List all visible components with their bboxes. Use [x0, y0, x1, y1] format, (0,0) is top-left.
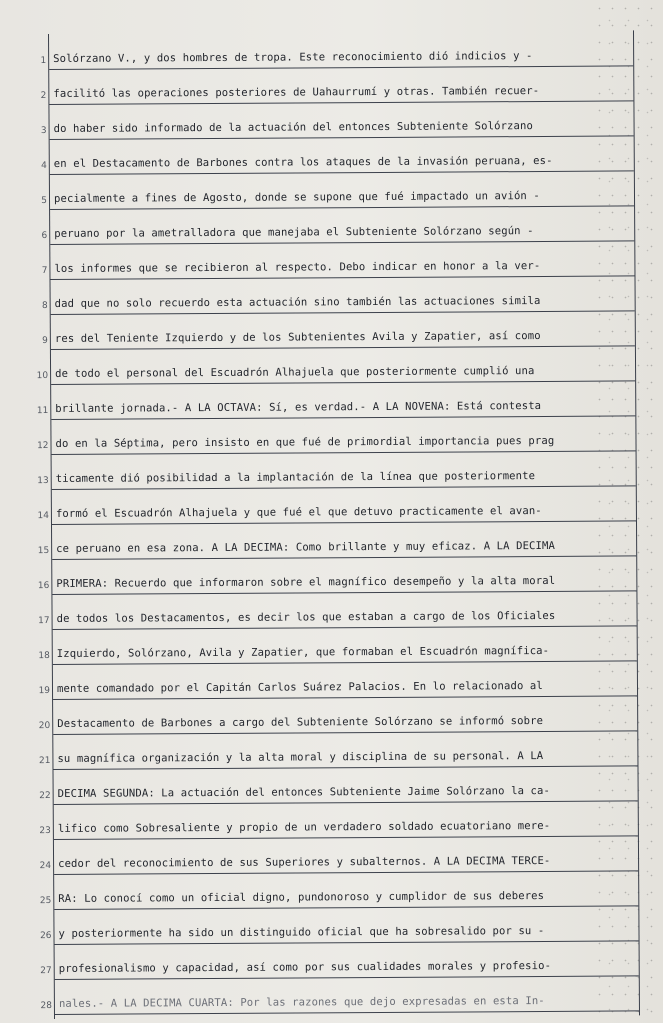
text-line — [41, 205, 634, 245]
line-number: 14 — [37, 511, 49, 522]
line-number: 6 — [41, 231, 48, 242]
text-line — [37, 520, 636, 560]
text-line — [36, 380, 635, 420]
text-line — [38, 730, 637, 770]
line-text: res del Teniente Izquierdo y de los Subtenientes Avila y Zapatier, así como — [54, 329, 541, 345]
line-number: 13 — [37, 476, 49, 487]
text-line — [36, 345, 635, 385]
line-number: 5 — [41, 196, 48, 207]
text-line — [40, 940, 639, 980]
text-line — [41, 170, 634, 210]
line-number: 17 — [38, 616, 50, 627]
line-text: dad que no solo recuerdo esta actuación sino también las actuaciones simila — [54, 294, 541, 310]
line-text: ticamente dió posibilidad a la implantación de la línea que posteriormente — [55, 470, 536, 485]
line-number: 20 — [38, 720, 51, 732]
line-number: 16 — [37, 581, 50, 592]
text-line — [37, 485, 636, 525]
line-text: lifico como Sobresaliente y propio de un verdadero soldado ecuatoriano mere- — [57, 819, 551, 835]
line-text: cedor del reconocimiento de sus Superiores y subalternos. A LA DECIMA TERCE- — [58, 854, 551, 870]
line-number: 7 — [41, 266, 48, 277]
line-number: 24 — [39, 860, 52, 872]
text-line — [41, 240, 634, 280]
text-line — [40, 100, 633, 140]
line-number: 3 — [40, 126, 47, 137]
text-line — [39, 835, 638, 875]
line-number: 23 — [39, 825, 51, 837]
line-number: 15 — [37, 546, 50, 557]
text-line — [37, 415, 635, 455]
line-number: 9 — [42, 336, 48, 347]
line-text: Izquierdo, Solórzano, Avila y Zapatier, que formaban el Escuadrón magnífica- — [56, 644, 550, 660]
text-line — [39, 870, 638, 910]
text-line — [38, 625, 637, 665]
line-text: RA: Lo conocí como un oficial digno, pundonoroso y cumplidor de sus deberes — [58, 889, 545, 905]
line-text: pecialmente a fines de Agosto, donde se supone que fué impactado un avión - — [53, 189, 540, 205]
line-text: do haber sido informado de la actuación del entonces Subteniente Solórzano — [53, 120, 533, 135]
line-text: de todos los Destacamentos, es decir los que estaban a cargo de los Oficiales — [56, 609, 556, 625]
text-line — [42, 310, 635, 350]
line-text: Destacamento de Barbones a cargo del Subteniente Solórzano se informó sobre — [57, 714, 544, 730]
line-number: 4 — [41, 161, 47, 172]
line-number: 2 — [40, 91, 47, 102]
line-text: su magnífica organización y la alta moral y disciplina de su personal. A LA — [57, 749, 544, 765]
line-text: ce peruano en esa zona. A LA DECIMA: Como brillante y muy eficaz. A LA DECIMA — [56, 539, 555, 555]
line-number: 11 — [36, 406, 49, 417]
line-text: facilitó las operaciones posteriores de Uahaurrumí y otras. También recuer- — [53, 85, 540, 100]
text-line — [38, 660, 637, 700]
text-line — [39, 800, 638, 840]
line-text: nales.- A LA DECIMA CUARTA: Por las razones que dejo expresadas en esta In- — [58, 994, 545, 1010]
line-text: PRIMERA: Recuerdo que informaron sobre el magnífico desempeño y la alta moral — [56, 574, 556, 590]
text-line — [38, 590, 636, 630]
text-line — [38, 695, 637, 735]
line-text: do en la Séptima, pero insisto en que fué de primordial importancia pues prag — [55, 434, 555, 450]
line-text: formó el Escuadrón Alhajuela y que fué el que detuvo practicamente el avan- — [55, 504, 542, 520]
text-line — [41, 135, 634, 175]
line-number: 19 — [38, 686, 51, 697]
text-line — [39, 765, 637, 805]
line-text: mente comandado por el Capitán Carlos Suárez Palacios. En lo relacionado al — [56, 679, 543, 695]
line-text: en el Destacamento de Barbones contra los ataques de la invasión peruana, es- — [53, 154, 553, 170]
line-text: brillante jornada.- A LA OCTAVA: Sí, es verdad.- A LA NOVENA: Está contesta — [55, 399, 542, 415]
text-line — [37, 555, 636, 595]
line-text: y posteriormente ha sido un distinguido oficial que ha sobresalido por su - — [58, 924, 545, 940]
line-text: DECIMA SEGUNDA: La actuación del entonces Subteniente Jaime Solórzano la ca- — [57, 784, 550, 800]
line-number: 1 — [40, 56, 47, 67]
line-number: 22 — [39, 790, 51, 802]
text-line — [40, 30, 633, 70]
line-text: los informes que se recibieron al respecto. Debo indicar en honor a la ver- — [54, 259, 541, 275]
line-text: de todo el personal del Escuadrón Alhajuela que posteriormente cumplió una — [55, 365, 535, 380]
line-number: 18 — [38, 651, 50, 662]
line-text: Solórzano V., y dos hombres de tropa. Este reconocimiento dió indicios y - — [53, 50, 533, 65]
text-line — [40, 905, 638, 945]
text-line — [37, 450, 636, 490]
line-text: peruano por la ametralladora que manejaba el Subteniente Solórzano según - — [54, 225, 534, 240]
line-number: 12 — [37, 441, 49, 452]
line-number: 21 — [38, 755, 51, 767]
line-number: 28 — [40, 1000, 52, 1012]
ruled-text-frame — [36, 30, 640, 1019]
line-number: 25 — [39, 895, 52, 907]
line-number: 27 — [40, 965, 52, 977]
line-number: 8 — [41, 301, 48, 312]
text-line — [41, 275, 634, 315]
line-number: 10 — [36, 371, 49, 382]
line-number: 26 — [40, 930, 52, 942]
text-line — [40, 65, 633, 105]
text-line — [40, 975, 639, 1015]
line-text: profesionalismo y capacidad, así como por sus cualidades morales y profesio- — [58, 959, 552, 975]
